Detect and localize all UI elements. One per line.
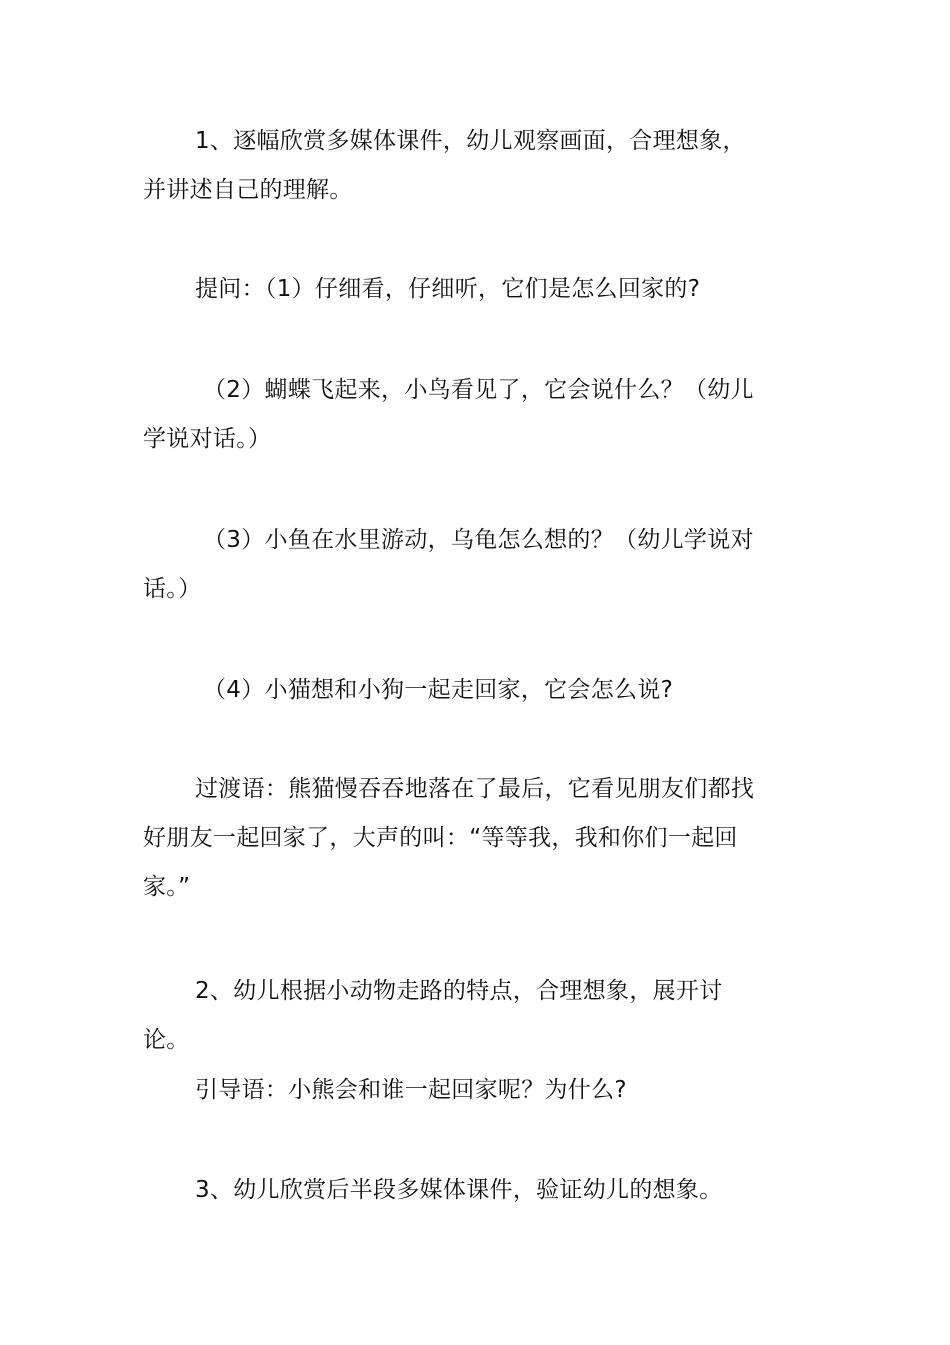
paragraph-step-1: 1、逐幅欣赏多媒体课件，幼儿观察画面，合理想象，并讲述自己的理解。 [143,128,746,203]
paragraph-transition: 过渡语：熊猫慢吞吞地落在了最后，它看见朋友们都找好朋友一起回家了，大声的叫：“等等我，我和你们一起回家。” [143,776,755,900]
paragraph-step-2: 2、幼儿根据小动物走路的特点，合理想象，展开讨论。 [143,978,723,1053]
paragraph-question-3: （3）小鱼在水里游动，乌龟怎么想的？（幼儿学说对话。） [143,527,754,602]
paragraph-step-3: 3、幼儿欣赏后半段多媒体课件，验证幼儿的想象。 [195,1177,723,1203]
paragraph-question-1: 提问：（1）仔细看，仔细听，它们是怎么回家的? [195,276,701,302]
paragraph-guide: 引导语：小熊会和谁一起回家呢？为什么? [195,1077,627,1103]
paragraph-question-2: （2）蝴蝶飞起来，小鸟看见了，它会说什么？（幼儿学说对话。） [143,377,754,452]
paragraph-question-4: （4）小猫想和小狗一起走回家，它会怎么说? [203,677,674,703]
